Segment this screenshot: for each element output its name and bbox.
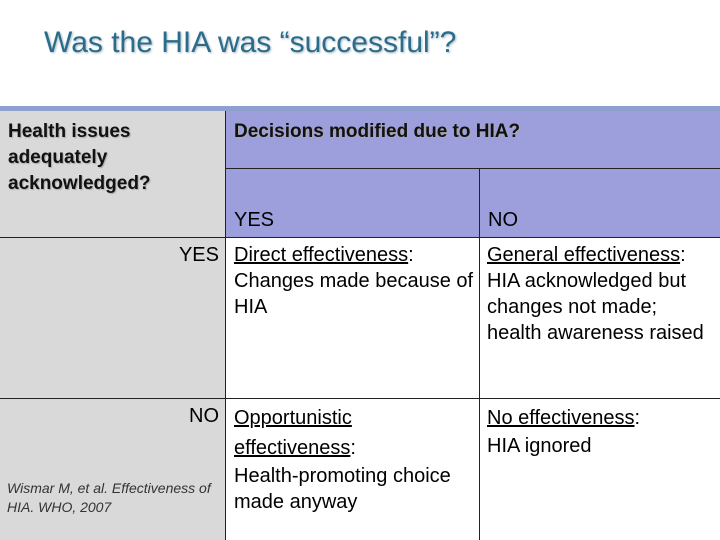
direct-effectiveness-title: Direct effectiveness [234, 244, 409, 266]
decisions-header: Decisions modified due to HIA? [234, 121, 521, 142]
opportunistic-effectiveness-title: Opportunistic effectiveness [234, 407, 352, 459]
corner-label: Health issues adequately acknowledged? [8, 121, 151, 194]
col-no-label: NO [488, 209, 518, 231]
no-effectiveness-title: No effectiveness [487, 407, 635, 429]
direct-effectiveness-body: Changes made because of HIA [234, 270, 474, 318]
cell-direct-effectiveness: Direct effectiveness: Changes made because of HIA [226, 238, 480, 399]
general-effectiveness-title: General effectiveness [487, 244, 681, 266]
corner-cell [0, 111, 226, 238]
cell-opportunistic-effectiveness: Opportunistic effectiveness: Health-promoting choice made anyway [226, 399, 480, 540]
general-effectiveness-body: HIA acknowledged but changes not made; health awareness raised [487, 270, 704, 344]
opportunistic-effectiveness-body: Health-promoting choice made anyway [234, 465, 451, 513]
row-yes-header [0, 238, 226, 399]
col-no-header [480, 168, 720, 238]
row-no-header [0, 399, 226, 540]
row-no-label: NO [189, 405, 219, 427]
slide-title: Was the HIA was “successful”? [44, 26, 457, 59]
decisions-header-cell [226, 111, 720, 168]
cell-no-effectiveness: No effectiveness: HIA ignored [480, 399, 720, 540]
row-yes-label: YES [178, 244, 219, 266]
no-effectiveness-body: HIA ignored [487, 435, 592, 457]
cell-general-effectiveness: General effectiveness: HIA acknowledged but changes not made; health awareness raised [480, 238, 720, 399]
col-yes-label: YES [234, 209, 275, 231]
col-yes-header [226, 168, 480, 238]
citation: Wismar M, et al. Effectiveness of HIA. WHO, 2007 [7, 480, 211, 515]
